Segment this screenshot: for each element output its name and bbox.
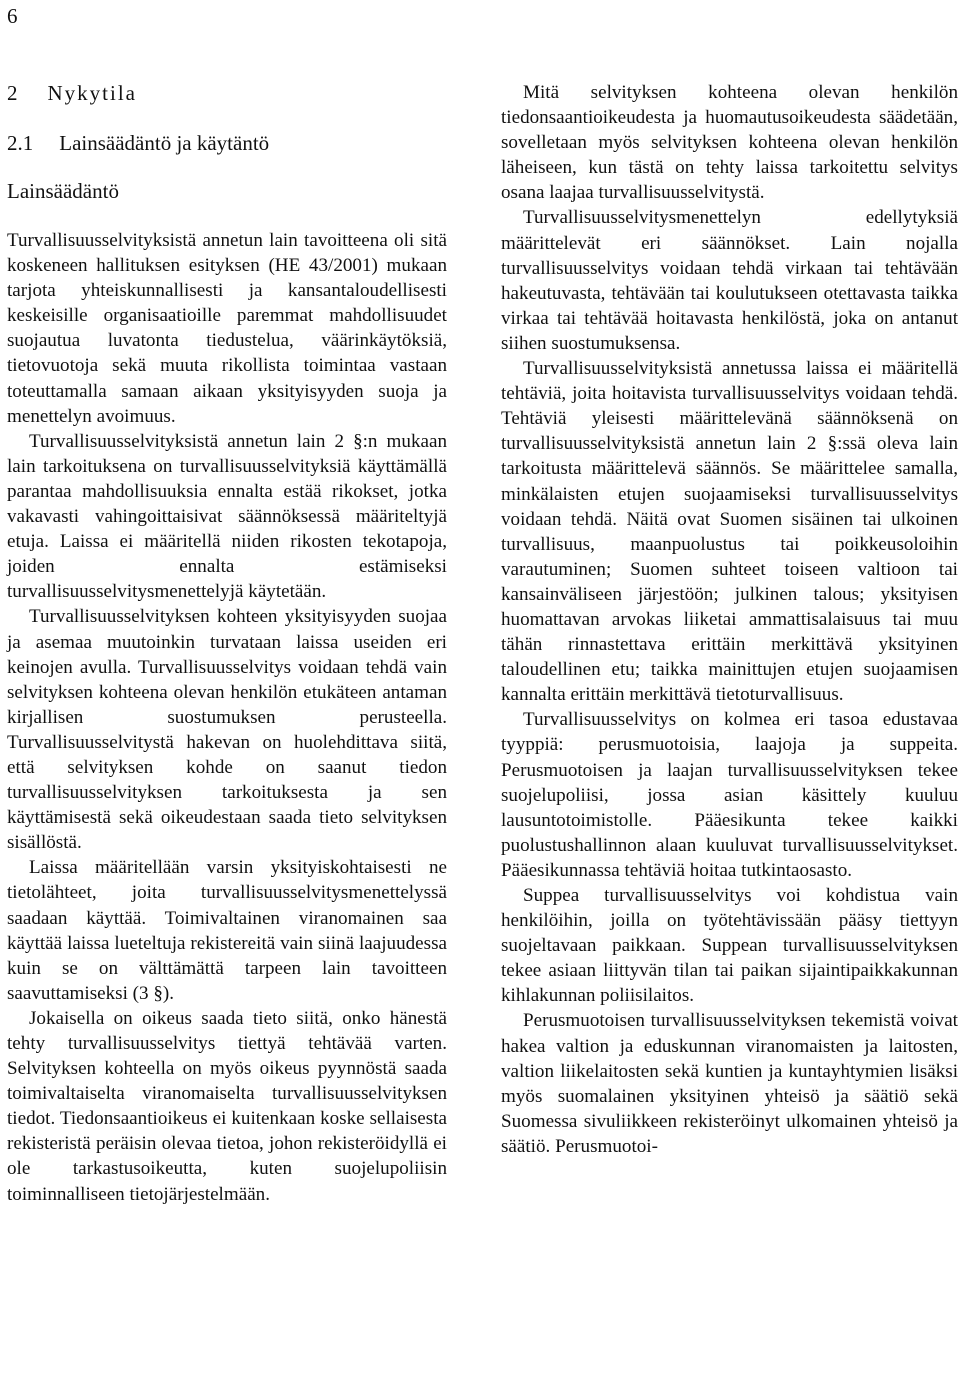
- paragraph: Turvallisuusselvityksistä annetussa laissa ei määritellä tehtäviä, joita hoitavista turvallisuusselvitys voidaan tehdä. Tehtäviä yleisesti määrittelevänä säännöksenä on turvallisuusselvityksistä annetun lain 2 §:ssä oleva lain tarkoitusta määrittelevä säännös. Se määrittelee samalla, minkälaisten etujen suojaamiseksi turvallisuusselvitys voidaan tehdä. Näitä ovat Suomen sisäinen tai ulkoinen turvallisuus, maanpuolustus tai poikkeusoloihin varautuminen; Suomen suhteet toiseen valtioon tai kansainväliseen järjestöön; julkinen talous; yksityisen huomattavan arvokas liiketai ammattisalaisuus tai muu tähän rinnastettava erittäin merkittävä yksityinen taloudellinen etu; taikka mainittujen etujen suojaamisen kannalta erittäin merkittävä tietoturvallisuus.: [501, 358, 958, 706]
- chapter-number: 2: [7, 81, 18, 105]
- paragraph: Laissa määritellään varsin yksityiskohtaisesti ne tietolähteet, joita turvallisuusselvitysmenettelyssä saadaan käyttää. Toimivaltainen viranomainen saa käyttää laissa lueteltuja rekistereitä vain siinä laajuudessa kuin se on välttämättä tarpeen lain tavoitteen saavuttamiseksi (3 §).: [7, 857, 447, 1004]
- page-number: 6: [7, 4, 18, 28]
- paragraph: Turvallisuusselvitysmenettelyn edellytyksiä määrittelevät eri säännökset. Lain nojalla turvallisuusselvitys voidaan tehdä virkaan tai tehtävään hakeutuvasta, tehtävään tai koulutukseen otettavasta taikka virkaa tai tehtävää hoitavasta henkilöstä, joka on antanut siihen suostumuksensa.: [501, 207, 958, 354]
- chapter-title: Nykytila: [47, 81, 137, 105]
- paragraph: Turvallisuusselvityksen kohteen yksityisyyden suojaa ja asemaa muutoinkin turvataan laissa useiden eri keinojen avulla. Turvallisuusselvitys voidaan tehdä vain selvityksen kohteena olevan henkilön etukäteen antaman kirjallisen suostumuksen perusteella. Turvallisuusselvitystä hakevan on huolehdittava siitä, että selvityksen kohde on saanut tiedon turvallisuusselvityksen tarkoituksesta ja sen käyttämisestä sekä oikeudestaan saada tieto selvityksen sisällöstä.: [7, 606, 447, 854]
- section-heading: [7, 130, 447, 156]
- paragraph: Turvallisuusselvityksistä annetun lain 2 §:n mukaan lain tarkoituksena on turvallisuusselvityksiä käyttämällä parantaa mahdollisuuksia ennalta estää rikokset, jotka vakavasti vahingoittaisivat säännöksessä määriteltyjä etuja. Laissa ei määritellä niiden rikosten tekotapoja, joiden ennalta estämiseksi turvallisuusselvitysmenettelyjä käytetään.: [7, 430, 447, 603]
- right-column: [501, 80, 958, 1159]
- chapter-heading: [7, 80, 447, 106]
- left-column: [7, 80, 447, 1207]
- paragraph: Turvallisuusselvitys on kolmea eri tasoa edustavaa tyyppiä: perusmuotoisia, laajoja ja suppeita. Perusmuotoisen ja laajan turvallisuusselvityksen tekee suojelupoliisi, jossa asian käsittely kuuluu lausuntotoimistolle. Pääesikunta tekee kaikki puolustushallinnon alaan kuuluvat turvallisuusselvitykset. Pääesikunnassa tehtäviä hoitaa tutkintaosasto.: [501, 709, 958, 881]
- paragraph: Mitä selvityksen kohteena olevan henkilön tiedonsaantioikeudesta ja huomautusoikeudesta säädetään, sovelletaan myös selvityksen kohteena olevan henkilön läheiseen, kun tästä on tehty laissa tarkoitettu selvitys osana laajaa turvallisuusselvitystä.: [501, 82, 958, 204]
- paragraph: Turvallisuusselvityksistä annetun lain tavoitteena oli sitä koskeneen hallituksen esityksen (HE 43/2001) mukaan tarjota yhteiskunnallisesti ja kansantaloudellisesti keskeisille organisaatioille paremmat mahdollisuudet suojautua luvatonta tiedustelua, väärinkäytöksiä, tietovuotoja sekä muuta rikollista toimintaa vastaan toteuttamalla samaan aikaan yksityisyyden suoja ja menettelyn avoimuus.: [7, 230, 447, 427]
- paragraph: Jokaisella on oikeus saada tieto siitä, onko hänestä tehty turvallisuusselvitys tiettyä tehtävää varten. Selvityksen kohteella on myös oikeus pyynnöstä saada toimivaltaiselta viranomaiselta turvallisuusselvityksen tiedot. Tiedonsaantioikeus ei kuitenkaan koske sellaisesta rekisteristä peräisin olevaa tietoa, johon rekisteröidyllä ei ole tarkastusoikeutta, kuten suojelupoliisin toiminnalliseen tietojärjestelmään.: [7, 1007, 447, 1205]
- section-number: 2.1: [7, 131, 34, 155]
- paragraph: Perusmuotoisen turvallisuusselvityksen tekemistä voivat hakea valtion ja eduskunnan viranomaisten ja laitosten, valtion liikelaitosten sekä kuntien ja kuntayhtymien lisäksi myös suomalainen yksityinen yhteisö ja säätiö sekä Suomessa sivuliikkeen rekisteröinyt ulkomainen yhteisö ja säätiö. Perusmuotoi-: [501, 1010, 958, 1157]
- section-title: Lainsäädäntö ja käytäntö: [59, 131, 270, 155]
- paragraph: Suppea turvallisuusselvitys voi kohdistua vain henkilöihin, joilla on työtehtävissään pääsy tiettyyn suojeltavaan paikkaan. Suppean turvallisuusselvityksen tekee asiaan liittyvän tilan tai paikan sijaintipaikkakunnan kihlakunnan poliisilaitos.: [501, 885, 958, 1007]
- subheading: Lainsäädäntö: [7, 179, 119, 203]
